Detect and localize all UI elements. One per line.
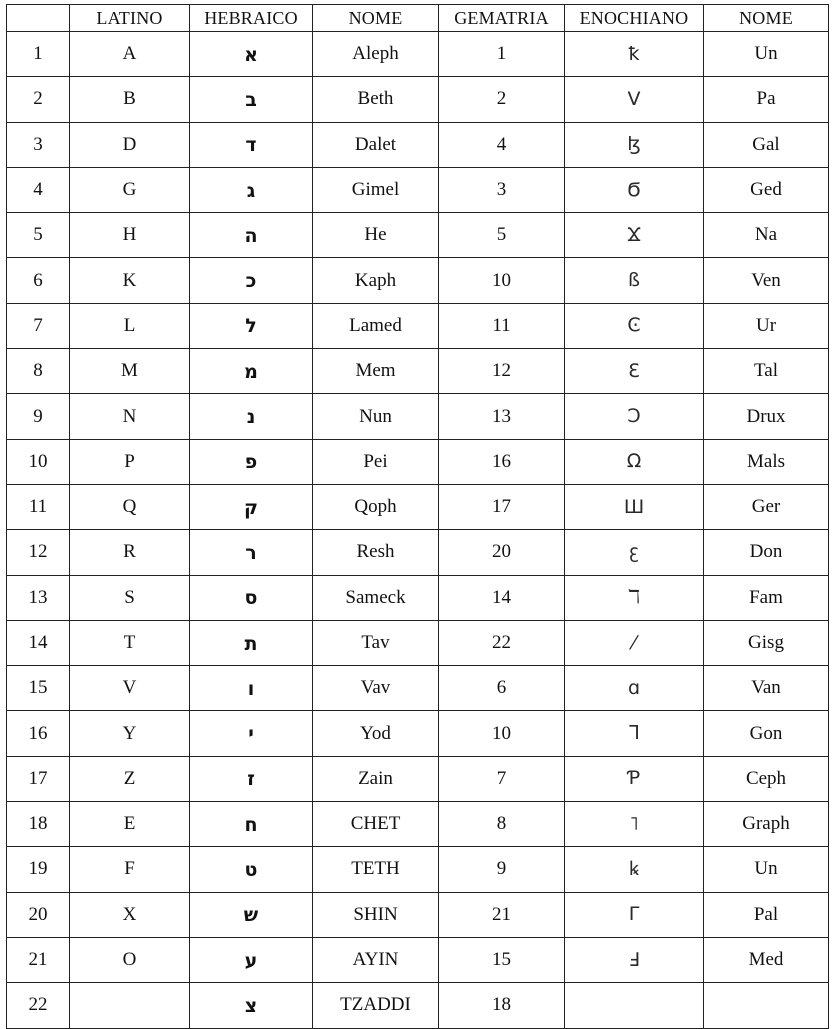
- gematria-value-cell: 22: [439, 620, 565, 665]
- enochian-glyph-cell: ꝃ: [565, 847, 704, 892]
- table-row: [7, 303, 829, 348]
- gematria-value-cell: 5: [439, 213, 565, 258]
- latin-letter-cell: E: [70, 802, 190, 847]
- enochian-glyph-cell: ß: [565, 258, 704, 303]
- hebrew-glyph: כ: [245, 270, 257, 293]
- row-index-cell: 3: [7, 122, 70, 167]
- enochian-name-cell: Drux: [704, 394, 829, 439]
- enochian-glyph-cell: ɮ: [565, 122, 704, 167]
- hebrew-letter-cell: [190, 666, 313, 711]
- row-index-cell: 15: [7, 666, 70, 711]
- hebrew-letter-cell: [190, 349, 313, 394]
- hebrew-letter-cell: [190, 484, 313, 529]
- table-row: [7, 32, 829, 77]
- hebrew-letter-cell: [190, 530, 313, 575]
- enochian-name-cell: Gal: [704, 122, 829, 167]
- enochian-glyph-cell: Ͼ: [565, 303, 704, 348]
- hebrew-glyph: ז: [247, 768, 255, 791]
- enochian-glyph-cell: ꝁ: [565, 32, 704, 77]
- hebrew-name-cell: SHIN: [313, 892, 439, 937]
- latin-letter-cell: R: [70, 530, 190, 575]
- enochian-name-cell: Ven: [704, 258, 829, 303]
- hebrew-letter-cell: [190, 32, 313, 77]
- header-enochian-name: NOME: [704, 5, 829, 32]
- enochian-name-cell: Ged: [704, 167, 829, 212]
- row-index-cell: 22: [7, 983, 70, 1028]
- enochian-glyph-cell: ˥: [565, 802, 704, 847]
- row-index-cell: 5: [7, 213, 70, 258]
- hebrew-name-cell: Mem: [313, 349, 439, 394]
- gematria-value-cell: 2: [439, 77, 565, 122]
- latin-letter-cell: O: [70, 937, 190, 982]
- table-row: [7, 802, 829, 847]
- hebrew-glyph: ו: [247, 677, 255, 700]
- hebrew-glyph: א: [244, 43, 258, 66]
- hebrew-glyph: ח: [244, 813, 258, 836]
- enochian-name-cell: Ur: [704, 303, 829, 348]
- latin-letter-cell: S: [70, 575, 190, 620]
- gematria-value-cell: 18: [439, 983, 565, 1028]
- table-row: [7, 122, 829, 167]
- hebrew-letter-cell: [190, 213, 313, 258]
- hebrew-name-cell: Kaph: [313, 258, 439, 303]
- gematria-value-cell: 15: [439, 937, 565, 982]
- enochian-name-cell: Don: [704, 530, 829, 575]
- row-index-cell: 2: [7, 77, 70, 122]
- latin-letter-cell: A: [70, 32, 190, 77]
- row-index-cell: 6: [7, 258, 70, 303]
- hebrew-name-cell: Aleph: [313, 32, 439, 77]
- enochian-name-cell: Pa: [704, 77, 829, 122]
- latin-letter-cell: Z: [70, 756, 190, 801]
- table-row: [7, 484, 829, 529]
- gematria-value-cell: 21: [439, 892, 565, 937]
- table-body: [7, 32, 829, 1029]
- row-index-cell: 20: [7, 892, 70, 937]
- header-enochian: ENOCHIANO: [565, 5, 704, 32]
- row-index-cell: 10: [7, 439, 70, 484]
- latin-letter-cell: Q: [70, 484, 190, 529]
- hebrew-letter-cell: [190, 756, 313, 801]
- header-name: NOME: [313, 5, 439, 32]
- enochian-glyph-cell: Ⅎ: [565, 937, 704, 982]
- hebrew-glyph: ב: [245, 88, 257, 111]
- latin-letter-cell: L: [70, 303, 190, 348]
- table-row: [7, 847, 829, 892]
- hebrew-glyph: ת: [244, 632, 258, 655]
- hebrew-letter-cell: [190, 575, 313, 620]
- hebrew-glyph: ד: [245, 134, 257, 157]
- header-row: [7, 5, 829, 32]
- enochian-glyph-cell: ꜫ: [565, 530, 704, 575]
- hebrew-letter-cell: [190, 303, 313, 348]
- latin-letter-cell: Y: [70, 711, 190, 756]
- hebrew-name-cell: Resh: [313, 530, 439, 575]
- gematria-value-cell: 14: [439, 575, 565, 620]
- enochian-glyph-cell: Ш: [565, 484, 704, 529]
- enochian-name-cell: Van: [704, 666, 829, 711]
- enochian-name-cell: Fam: [704, 575, 829, 620]
- row-index-cell: 19: [7, 847, 70, 892]
- hebrew-letter-cell: [190, 77, 313, 122]
- row-index-cell: 16: [7, 711, 70, 756]
- gematria-value-cell: 6: [439, 666, 565, 711]
- row-index-cell: 17: [7, 756, 70, 801]
- enochian-name-cell: Pal: [704, 892, 829, 937]
- table-row: [7, 530, 829, 575]
- row-index-cell: 4: [7, 167, 70, 212]
- hebrew-letter-cell: [190, 802, 313, 847]
- hebrew-letter-cell: [190, 983, 313, 1028]
- table-row: [7, 349, 829, 394]
- enochian-name-cell: Un: [704, 32, 829, 77]
- hebrew-name-cell: Qoph: [313, 484, 439, 529]
- gematria-value-cell: 13: [439, 394, 565, 439]
- table-row: [7, 937, 829, 982]
- gematria-value-cell: 12: [439, 349, 565, 394]
- hebrew-glyph: י: [248, 723, 254, 746]
- enochian-glyph-cell: V: [565, 77, 704, 122]
- hebrew-letter-cell: [190, 167, 313, 212]
- latin-letter-cell: F: [70, 847, 190, 892]
- table-row: [7, 213, 829, 258]
- hebrew-letter-cell: [190, 439, 313, 484]
- row-index-cell: 7: [7, 303, 70, 348]
- table-row: [7, 756, 829, 801]
- hebrew-name-cell: TZADDI: [313, 983, 439, 1028]
- enochian-glyph-cell: Ɛ: [565, 349, 704, 394]
- gematria-value-cell: 16: [439, 439, 565, 484]
- enochian-name-cell: Mals: [704, 439, 829, 484]
- enochian-glyph-cell: ɑ: [565, 666, 704, 711]
- table-row: [7, 666, 829, 711]
- enochian-glyph-cell: Ɔ: [565, 394, 704, 439]
- hebrew-name-cell: CHET: [313, 802, 439, 847]
- row-index-cell: 13: [7, 575, 70, 620]
- table-row: [7, 711, 829, 756]
- hebrew-glyph: ק: [244, 496, 258, 519]
- header-index: [7, 5, 70, 32]
- hebrew-name-cell: Dalet: [313, 122, 439, 167]
- hebrew-glyph: ה: [244, 224, 258, 247]
- enochian-name-cell: Na: [704, 213, 829, 258]
- hebrew-glyph: צ: [244, 994, 258, 1017]
- enochian-glyph-cell: ᒣ: [565, 711, 704, 756]
- hebrew-letter-cell: [190, 122, 313, 167]
- hebrew-name-cell: Lamed: [313, 303, 439, 348]
- hebrew-glyph: ר: [245, 541, 257, 564]
- hebrew-glyph: ש: [243, 904, 259, 927]
- enochian-glyph-cell: Γ: [565, 892, 704, 937]
- hebrew-glyph: נ: [246, 406, 256, 429]
- gematria-value-cell: 4: [439, 122, 565, 167]
- enochian-glyph-cell: ℸ: [565, 575, 704, 620]
- row-index-cell: 1: [7, 32, 70, 77]
- enochian-glyph-cell: Ϭ: [565, 167, 704, 212]
- row-index-cell: 21: [7, 937, 70, 982]
- gematria-value-cell: 11: [439, 303, 565, 348]
- gematria-value-cell: 10: [439, 258, 565, 303]
- latin-letter-cell: [70, 983, 190, 1028]
- enochian-name-cell: Gon: [704, 711, 829, 756]
- latin-letter-cell: G: [70, 167, 190, 212]
- enochian-glyph-cell: Ω: [565, 439, 704, 484]
- hebrew-name-cell: Beth: [313, 77, 439, 122]
- latin-letter-cell: K: [70, 258, 190, 303]
- table-row: [7, 620, 829, 665]
- gematria-value-cell: 3: [439, 167, 565, 212]
- latin-letter-cell: N: [70, 394, 190, 439]
- row-index-cell: 9: [7, 394, 70, 439]
- gematria-value-cell: 1: [439, 32, 565, 77]
- hebrew-name-cell: Vav: [313, 666, 439, 711]
- enochian-glyph-cell: Ϫ: [565, 213, 704, 258]
- latin-letter-cell: M: [70, 349, 190, 394]
- latin-letter-cell: H: [70, 213, 190, 258]
- hebrew-name-cell: Yod: [313, 711, 439, 756]
- hebrew-glyph: מ: [244, 360, 258, 383]
- enochian-glyph-cell: ⁄: [565, 620, 704, 665]
- hebrew-glyph: ע: [244, 949, 258, 972]
- table-row: [7, 77, 829, 122]
- row-index-cell: 8: [7, 349, 70, 394]
- row-index-cell: 12: [7, 530, 70, 575]
- row-index-cell: 18: [7, 802, 70, 847]
- gematria-value-cell: 17: [439, 484, 565, 529]
- hebrew-name-cell: Gimel: [313, 167, 439, 212]
- table-row: [7, 575, 829, 620]
- hebrew-name-cell: Nun: [313, 394, 439, 439]
- gematria-value-cell: 20: [439, 530, 565, 575]
- gematria-value-cell: 10: [439, 711, 565, 756]
- latin-letter-cell: D: [70, 122, 190, 167]
- enochian-name-cell: Graph: [704, 802, 829, 847]
- hebrew-glyph: ס: [244, 587, 258, 610]
- enochian-name-cell: Tal: [704, 349, 829, 394]
- gematria-value-cell: 8: [439, 802, 565, 847]
- latin-letter-cell: X: [70, 892, 190, 937]
- latin-letter-cell: V: [70, 666, 190, 711]
- hebrew-letter-cell: [190, 620, 313, 665]
- hebrew-letter-cell: [190, 937, 313, 982]
- row-index-cell: 14: [7, 620, 70, 665]
- enochian-name-cell: Ceph: [704, 756, 829, 801]
- hebrew-name-cell: AYIN: [313, 937, 439, 982]
- hebrew-name-cell: Zain: [313, 756, 439, 801]
- table-row: [7, 439, 829, 484]
- latin-letter-cell: T: [70, 620, 190, 665]
- gematria-value-cell: 9: [439, 847, 565, 892]
- row-index-cell: 11: [7, 484, 70, 529]
- header-gematria: GEMATRIA: [439, 5, 565, 32]
- table-row: [7, 394, 829, 439]
- hebrew-letter-cell: [190, 711, 313, 756]
- enochian-name-cell: Gisg: [704, 620, 829, 665]
- enochian-name-cell: Med: [704, 937, 829, 982]
- hebrew-name-cell: TETH: [313, 847, 439, 892]
- hebrew-glyph: פ: [244, 451, 258, 474]
- enochian-glyph-cell: [565, 983, 704, 1028]
- hebrew-glyph: ג: [246, 179, 256, 202]
- table-row: [7, 892, 829, 937]
- latin-letter-cell: B: [70, 77, 190, 122]
- hebrew-glyph: ט: [244, 858, 258, 881]
- header-hebrew: HEBRAICO: [190, 5, 313, 32]
- hebrew-letter-cell: [190, 394, 313, 439]
- hebrew-name-cell: Pei: [313, 439, 439, 484]
- enochian-name-cell: Un: [704, 847, 829, 892]
- header-latin: LATINO: [70, 5, 190, 32]
- enochian-name-cell: [704, 983, 829, 1028]
- hebrew-glyph: ל: [245, 315, 257, 338]
- hebrew-letter-cell: [190, 258, 313, 303]
- table-row: [7, 983, 829, 1028]
- table-row: [7, 167, 829, 212]
- gematria-value-cell: 7: [439, 756, 565, 801]
- hebrew-letter-cell: [190, 892, 313, 937]
- table-row: [7, 258, 829, 303]
- enochian-name-cell: Ger: [704, 484, 829, 529]
- alphabet-table: [6, 4, 829, 1029]
- hebrew-name-cell: He: [313, 213, 439, 258]
- latin-letter-cell: P: [70, 439, 190, 484]
- hebrew-name-cell: Tav: [313, 620, 439, 665]
- hebrew-name-cell: Sameck: [313, 575, 439, 620]
- enochian-glyph-cell: Ƥ: [565, 756, 704, 801]
- hebrew-letter-cell: [190, 847, 313, 892]
